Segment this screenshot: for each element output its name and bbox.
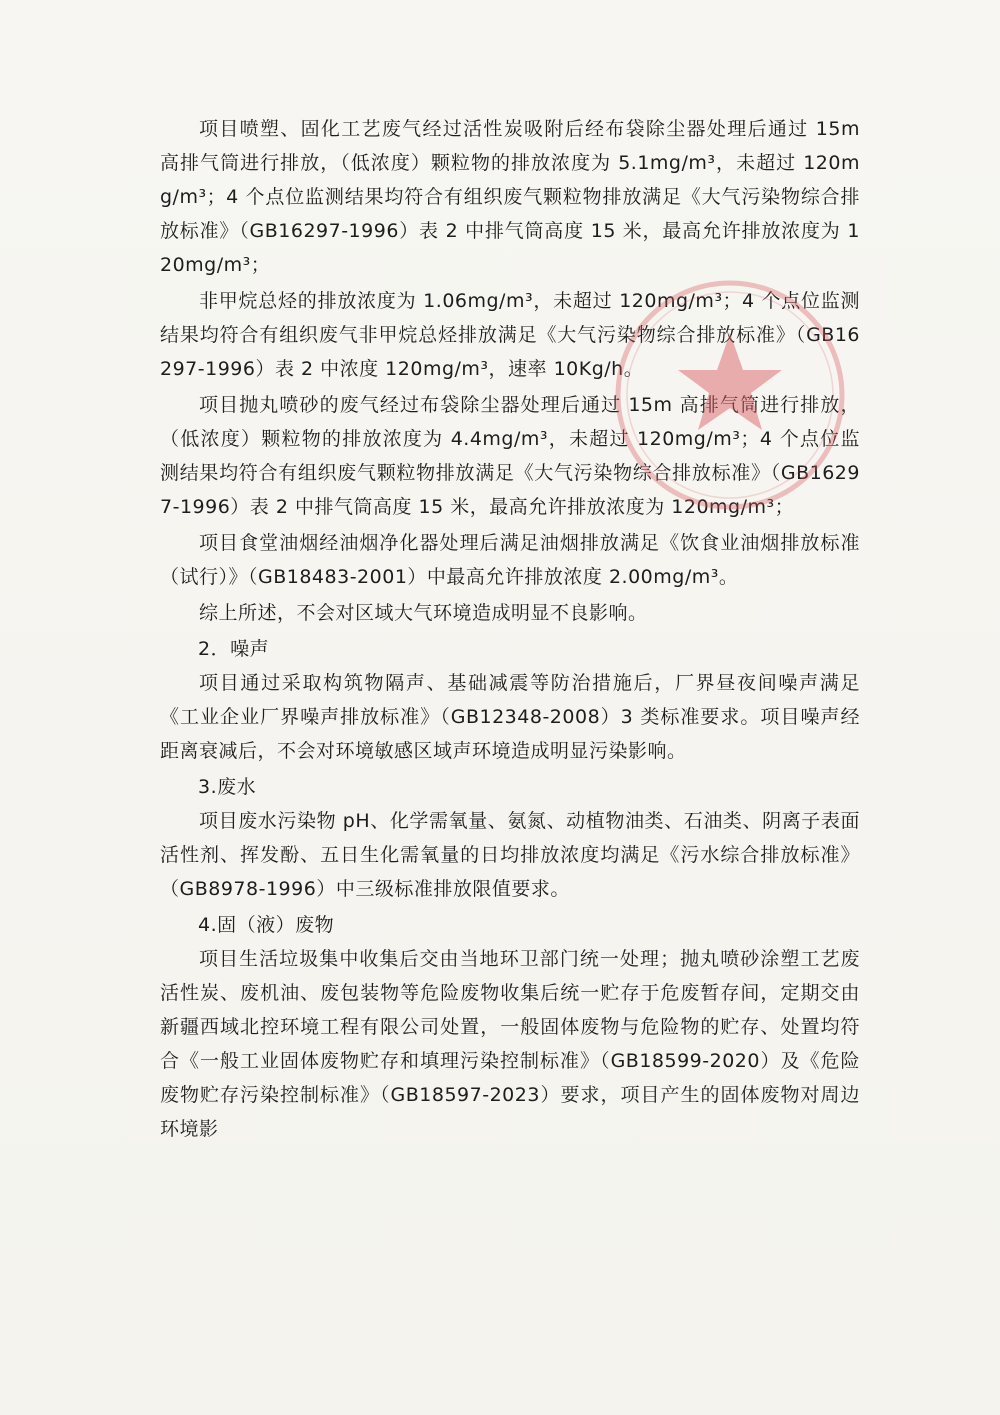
section-heading-noise: 2．噪声 xyxy=(198,638,270,660)
section-heading-wastewater: 3.废水 xyxy=(198,776,257,798)
paragraph-spray-exhaust: 项目喷塑、固化工艺废气经过活性炭吸附后经布袋除尘器处理后通过 15m 高排气筒进行排放，（低浓度）颗粒物的排放浓度为 5.1mg/m³，未超过 120mg/m³；4 个点位监测结果均符合有组织废气颗粒物排放满足《大气污染物综合排放标准》（GB16297-1996）表 2 中排气筒高度 15 米，最高允许排放浓度为 120mg/m³； xyxy=(160,118,860,276)
document-body xyxy=(160,112,860,1148)
paragraph-noise: 项目通过采取构筑物隔声、基础减震等防治措施后，厂界昼夜间噪声满足《工业企业厂界噪声排放标准》（GB12348-2008）3 类标准要求。项目噪声经距离衰减后，不会对环境敏感区域声环境造成明显污染影响。 xyxy=(160,672,860,762)
paragraph-shot-blasting: 项目抛丸喷砂的废气经过布袋除尘器处理后通过 15m 高排气筒进行排放，（低浓度）颗粒物的排放浓度为 4.4mg/m³，未超过 120mg/m³；4 个点位监测结果均符合有组织废气颗粒物排放满足《大气污染物综合排放标准》（GB16297-1996）表 2 中排气筒高度 15 米，最高允许排放浓度为 120mg/m³； xyxy=(160,394,860,518)
paragraph-solid-waste: 项目生活垃圾集中收集后交由当地环卫部门统一处理；抛丸喷砂涂塑工艺废活性炭、废机油、废包装物等危险废物收集后统一贮存于危废暂存间，定期交由新疆西域北控环境工程有限公司处置，一般固体废物与危险物的贮存、处置均符合《一般工业固体废物贮存和填理污染控制标准》（GB18599-2020）及《危险废物贮存污染控制标准》（GB18597-2023）要求，项目产生的固体废物对周边环境影 xyxy=(160,948,860,1140)
paragraph-vocs: 非甲烷总烃的排放浓度为 1.06mg/m³，未超过 120mg/m³；4 个点位监测结果均符合有组织废气非甲烷总烃排放满足《大气污染物综合排放标准》（GB16297-1996）表 2 中浓度 120mg/m³，速率 10Kg/h。 xyxy=(160,290,860,380)
paragraph-wastewater: 项目废水污染物 pH、化学需氧量、氨氮、动植物油类、石油类、阴离子表面活性剂、挥发酚、五日生化需氧量的日均排放浓度均满足《污水综合排放标准》（GB8978-1996）中三级标准排放限值要求。 xyxy=(160,810,860,900)
section-heading-solid-waste: 4.固（液）废物 xyxy=(198,914,335,936)
paragraph-air-summary: 综上所述，不会对区域大气环境造成明显不良影响。 xyxy=(199,602,648,624)
paragraph-kitchen-fumes: 项目食堂油烟经油烟净化器处理后满足油烟排放满足《饮食业油烟排放标准（试行）》（GB18483-2001）中最高允许排放浓度 2.00mg/m³。 xyxy=(160,532,860,588)
